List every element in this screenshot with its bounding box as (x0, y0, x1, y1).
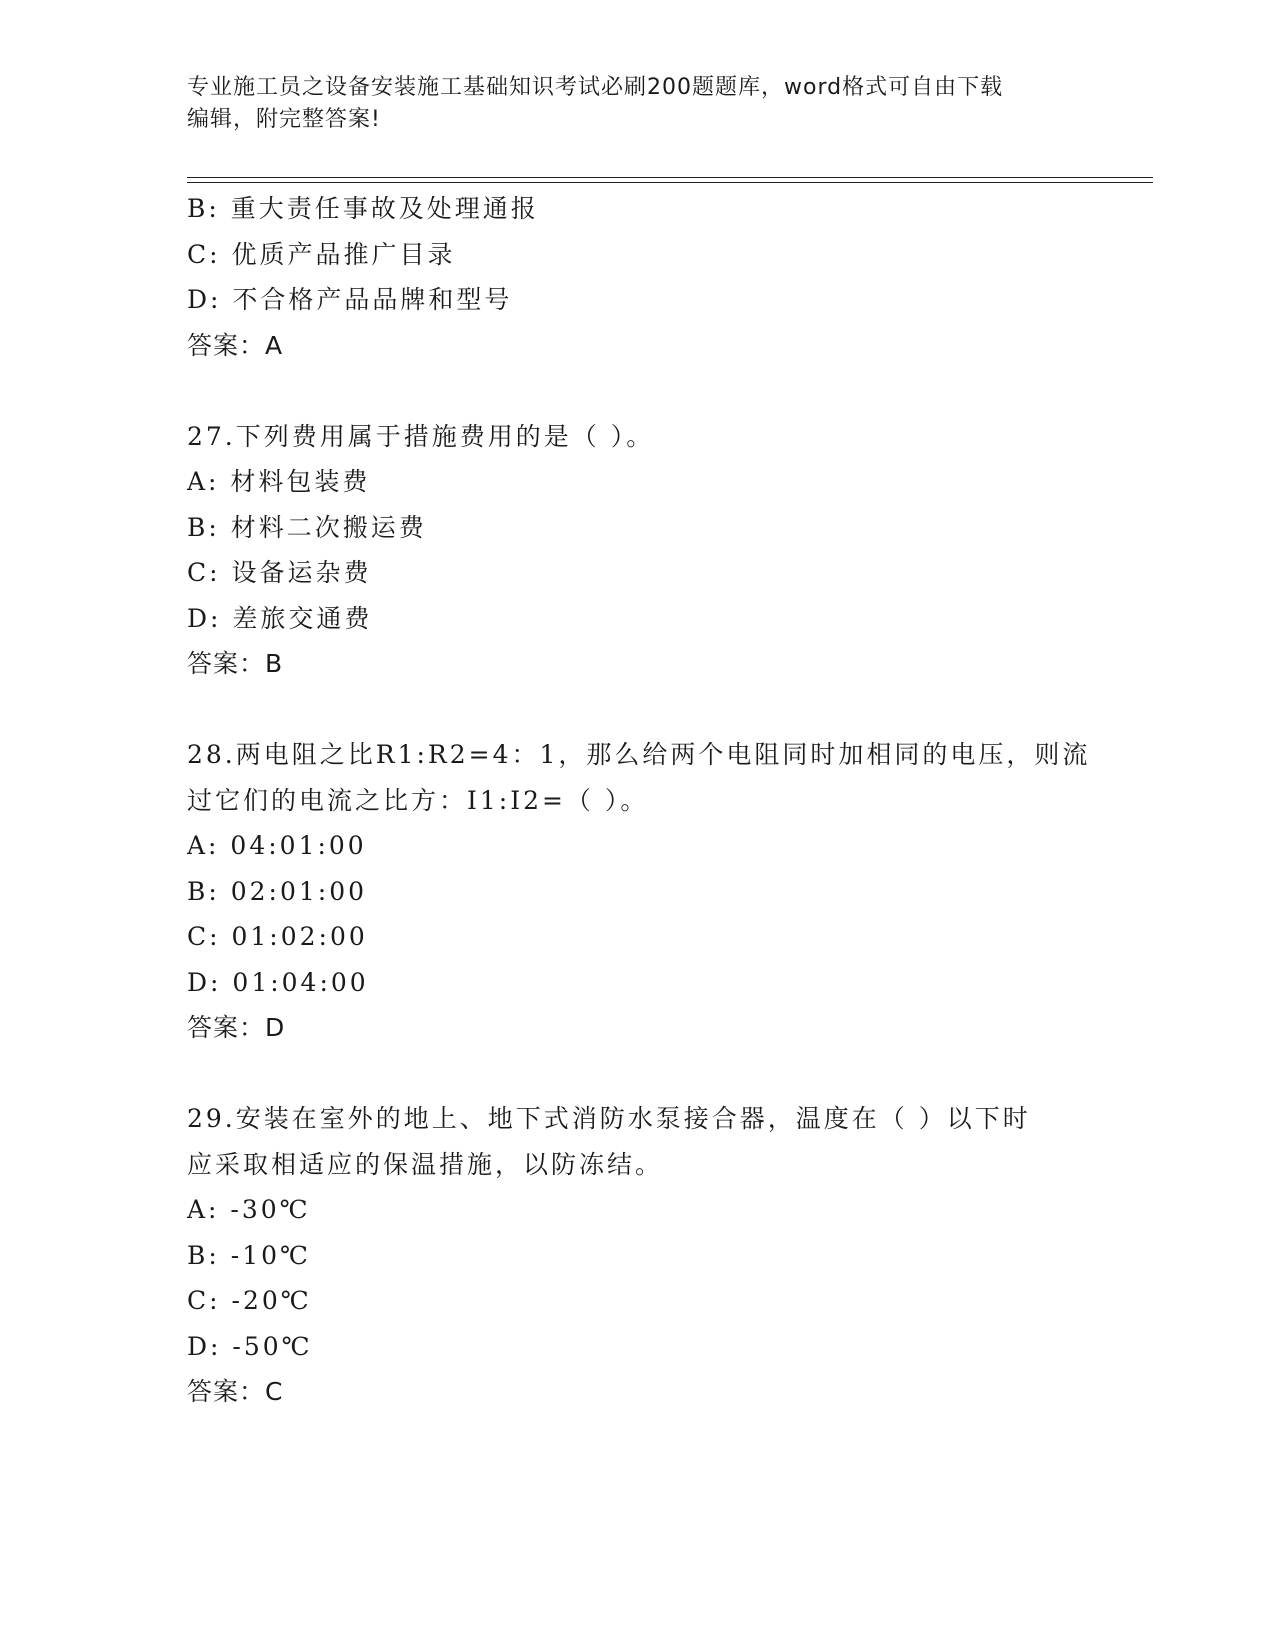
option-b: B: 02:01:00 (187, 876, 368, 906)
question-text: 27.下列费用属于措施费用的是（ ）。 (187, 421, 655, 451)
question-28 (187, 732, 1091, 1051)
question-text: 应采取相适应的保温措施，以防冻结。 (187, 1149, 664, 1179)
option-b: B: 材料二次搬运费 (187, 512, 427, 542)
option-a: A: -30℃ (187, 1195, 311, 1224)
spacer (187, 368, 1087, 414)
header-divider-bottom (187, 182, 1153, 183)
question-text: 28.两电阻之比R1:R2=4：1，那么给两个电阻同时加相同的电压，则流 (187, 740, 1091, 769)
answer-line: 答案：B (187, 649, 284, 678)
question-27 (187, 414, 1087, 687)
option-d: D: -50℃ (187, 1331, 313, 1361)
option-d: D: 01:04:00 (187, 967, 369, 997)
option-c: C: 设备运杂费 (187, 558, 372, 587)
answer-line: 答案：C (187, 1377, 284, 1406)
option-c: C: -20℃ (187, 1286, 312, 1315)
header-title-line-1: 专业施工员之设备安装施工基础知识考试必刷200题题库，word格式可自由下载 (187, 75, 1004, 100)
question-text: 过它们的电流之比方：I1:I2=（ ）。 (187, 785, 649, 815)
question-29 (187, 1096, 1087, 1415)
spacer (187, 687, 1087, 733)
option-b: B: -10℃ (187, 1240, 311, 1270)
answer-line: 答案：A (187, 330, 284, 360)
document-header (187, 72, 1067, 136)
header-title-line-2: 编辑，附完整答案! (187, 107, 381, 132)
option-b: B: 重大责任事故及处理通报 (187, 194, 539, 223)
question-list (187, 186, 1091, 1415)
header-divider-top (187, 177, 1153, 178)
answer-line: 答案：D (187, 1013, 286, 1042)
spacer (187, 1051, 1087, 1097)
question-26-continued (187, 186, 1087, 368)
option-a: A: 材料包装费 (187, 467, 371, 496)
option-a: A: 04:01:00 (187, 831, 367, 860)
question-text: 29.安装在室外的地上、地下式消防水泵接合器，温度在（ ）以下时 (187, 1104, 1031, 1133)
option-d: D: 差旅交通费 (187, 603, 373, 633)
option-d: D: 不合格产品品牌和型号 (187, 285, 513, 314)
option-c: C: 01:02:00 (187, 922, 368, 951)
option-c: C: 优质产品推广目录 (187, 239, 456, 269)
